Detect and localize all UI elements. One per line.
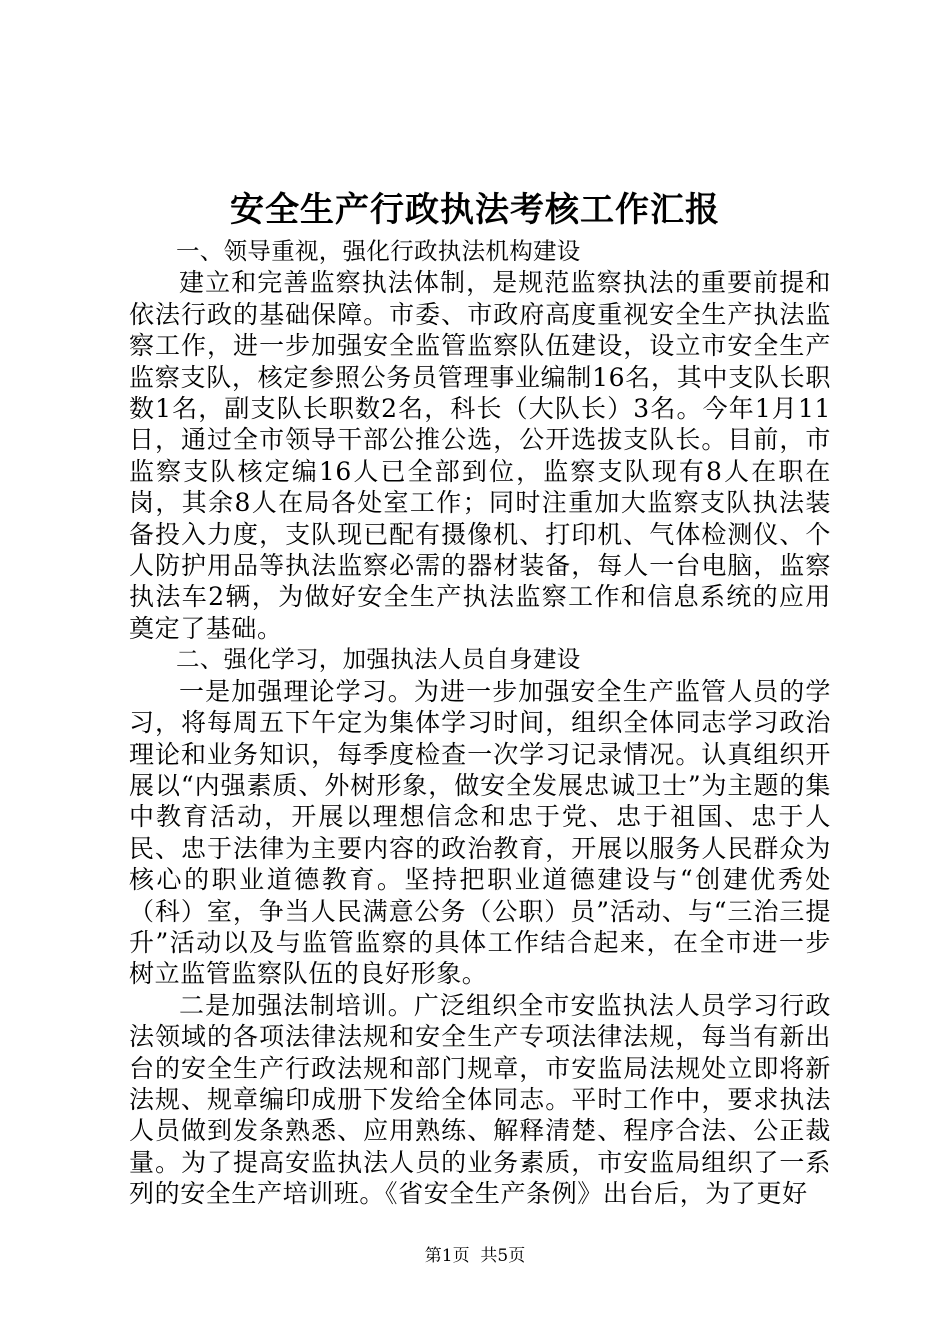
- page-number-footer: 第1页 共5页: [424, 1246, 526, 1266]
- body-paragraph: 二是加强法制培训。广泛组织全市安监执法人员学习行政法领域的各项法律法规和安全生产专项法律法规，每当有新出台的安全生产行政法规和部门规章，市安监局法规处立即将新法规、规章编印成册下发给全体同志。平时工作中，要求执法人员做到发条熟悉、应用熟练、解释清楚、程序合法、公正裁量。为了提高安监执法人员的业务素质，市安监局组织了一系列的安全生产培训班。《省安全生产条例》出台后，为了更好: [129, 990, 831, 1209]
- section-heading: 二、强化学习，加强执法人员自身建设: [176, 645, 581, 674]
- body-paragraph: 一是加强理论学习。为进一步加强安全生产监管人员的学习，将每周五下午定为集体学习时间，组织全体同志学习政治理论和业务知识，每季度检查一次学习记录情况。认真组织开展以“内强素质、外树形象，做安全发展忠诚卫士”为主题的集中教育活动，开展以理想信念和忠于党、忠于祖国、忠于人民、忠于法律为主要内容的政治教育，开展以服务人民群众为核心的职业道德教育。坚持把职业道德建设与“创建优秀处（科）室，争当人民满意公务（公职）员”活动、与“三治三提升”活动以及与监管监察的具体工作结合起来，在全市进一步树立监管监察队伍的良好形象。: [129, 676, 831, 989]
- section-heading: 一、领导重视，强化行政执法机构建设: [176, 237, 581, 265]
- body-paragraph: 建立和完善监察执法体制，是规范监察执法的重要前提和依法行政的基础保障。市委、市政府高度重视安全生产执法监察工作，进一步加强安全监管监察队伍建设，设立市安全生产监察支队，核定参照公务员管理事业编制16名，其中支队长职数1名，副支队长职数2名，科长（大队长）3名。今年1月11日，通过全市领导干部公推公选，公开选拔支队长。目前，市监察支队核定编16人已全部到位，监察支队现有8人在职在岗，其余8人在局各处室工作；同时注重加大监察支队执法装备投入力度，支队现已配有摄像机、打印机、气体检测仪、个人防护用品等执法监察必需的器材装备，每人一台电脑，监察执法车2辆，为做好安全生产执法监察工作和信息系统的应用奠定了基础。: [129, 268, 831, 643]
- document-title: 安全生产行政执法考核工作汇报: [230, 190, 720, 230]
- document-body: [129, 236, 831, 1210]
